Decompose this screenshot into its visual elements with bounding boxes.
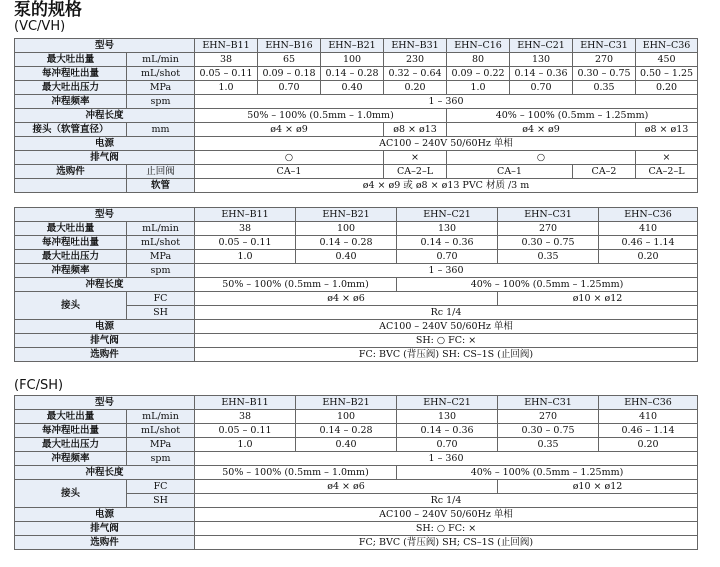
model-header: EHN–B11 [195, 39, 258, 53]
section-label-fc-sh: (FC/SH) [14, 378, 64, 393]
table-cell: 0.14 – 0.36 [397, 236, 498, 250]
table-cell: 0.20 [599, 438, 698, 452]
table-cell: SH: ○ FC: × [195, 522, 698, 536]
row-label: 最大吐出量 [15, 222, 127, 236]
table-cell: 0.09 – 0.18 [258, 67, 321, 81]
table-cell: 130 [397, 222, 498, 236]
table-cell: ø4 × ø9 [447, 123, 636, 137]
table-row [15, 109, 698, 123]
table-row [15, 292, 698, 306]
model-header: EHN–C31 [573, 39, 636, 53]
table-row [15, 39, 698, 53]
spec-table-2 [14, 207, 698, 362]
table-cell: 0.05 – 0.11 [195, 424, 296, 438]
table-cell: ø4 × ø6 [195, 292, 498, 306]
model-header: EHN–B21 [321, 39, 384, 53]
table-cell: CA–1 [447, 165, 573, 179]
table-row [15, 123, 698, 137]
row-sublabel: FC [127, 480, 195, 494]
table-cell: 40% – 100% (0.5mm – 1.25mm) [397, 278, 698, 292]
table-cell: 130 [397, 410, 498, 424]
row-label: 最大吐出量 [15, 53, 127, 67]
table-cell: 0.70 [397, 438, 498, 452]
table-cell: 0.14 – 0.28 [296, 236, 397, 250]
table-cell: ø4 × ø6 [195, 480, 498, 494]
table-cell: ø4 × ø9 或 ø8 × ø13 PVC 材质 /3 m [195, 179, 698, 193]
table-cell: ○ [195, 151, 384, 165]
table-cell: 50% – 100% (0.5mm – 1.0mm) [195, 466, 397, 480]
table-row [15, 81, 698, 95]
row-label: 接头 [15, 480, 127, 508]
table-row [15, 67, 698, 81]
table-cell: CA–2–L [384, 165, 447, 179]
row-unit: spm [127, 264, 195, 278]
model-header: EHN–C16 [447, 39, 510, 53]
table-cell: 0.14 – 0.28 [296, 424, 397, 438]
table-row [15, 250, 698, 264]
table-row [15, 264, 698, 278]
table-cell: 0.05 – 0.11 [195, 67, 258, 81]
row-label: 最大吐出压力 [15, 250, 127, 264]
row-label: 最大吐出压力 [15, 81, 127, 95]
table-cell: 38 [195, 410, 296, 424]
row-label: 冲程频率 [15, 452, 127, 466]
table-cell: 50% – 100% (0.5mm – 1.0mm) [195, 109, 447, 123]
model-header: EHN–C21 [397, 208, 498, 222]
table-cell: 0.70 [510, 81, 573, 95]
table-cell: 1.0 [195, 250, 296, 264]
row-unit: spm [127, 452, 195, 466]
table-row [15, 208, 698, 222]
table-cell: 40% – 100% (0.5mm – 1.25mm) [397, 466, 698, 480]
model-header: EHN–B31 [384, 39, 447, 53]
table-row [15, 452, 698, 466]
table-cell: 270 [498, 222, 599, 236]
table-cell: 1.0 [195, 81, 258, 95]
table-row [15, 165, 698, 179]
model-header: EHN–C36 [599, 208, 698, 222]
row-unit: mL/min [127, 410, 195, 424]
row-label: 每冲程吐出量 [15, 424, 127, 438]
table-cell: 38 [195, 53, 258, 67]
table-cell: 0.40 [321, 81, 384, 95]
table-cell: CA–2–L [636, 165, 698, 179]
table-cell: ○ [447, 151, 636, 165]
table-cell: ø8 × ø13 [384, 123, 447, 137]
row-label: 型号 [15, 208, 195, 222]
table-cell: 0.70 [258, 81, 321, 95]
row-label: 选购件 [15, 165, 127, 179]
table-cell: 0.32 – 0.64 [384, 67, 447, 81]
table-cell: 0.09 – 0.22 [447, 67, 510, 81]
table-cell: 0.14 – 0.28 [321, 67, 384, 81]
table-cell: 0.46 – 1.14 [599, 424, 698, 438]
table-cell: 1 – 360 [195, 452, 698, 466]
row-label: 最大吐出压力 [15, 438, 127, 452]
row-unit: mL/min [127, 222, 195, 236]
model-header: EHN–B11 [195, 396, 296, 410]
table-cell: 0.20 [599, 250, 698, 264]
row-label: 冲程长度 [15, 466, 195, 480]
table-row [15, 508, 698, 522]
row-unit: mL/shot [127, 236, 195, 250]
table-row [15, 396, 698, 410]
table-cell: 1 – 360 [195, 95, 698, 109]
table-cell: 0.30 – 0.75 [573, 67, 636, 81]
table-row [15, 466, 698, 480]
table-row [15, 236, 698, 250]
model-header: EHN–C36 [599, 396, 698, 410]
table-cell: 0.35 [498, 438, 599, 452]
table-cell: 65 [258, 53, 321, 67]
model-header: EHN–B21 [296, 208, 397, 222]
row-label: 接头（软管直径） [15, 123, 127, 137]
row-unit: MPa [127, 81, 195, 95]
table-cell: 0.30 – 0.75 [498, 236, 599, 250]
row-unit: mL/min [127, 53, 195, 67]
table-cell: 450 [636, 53, 698, 67]
table-cell: 0.35 [573, 81, 636, 95]
model-header: EHN–C31 [498, 208, 599, 222]
table-row [15, 334, 698, 348]
table-cell: 0.40 [296, 250, 397, 264]
row-unit: mL/shot [127, 67, 195, 81]
table-cell: 130 [510, 53, 573, 67]
table-cell: ø8 × ø13 [636, 123, 698, 137]
row-label: 排气阀 [15, 334, 195, 348]
table-row [15, 53, 698, 67]
table-row [15, 320, 698, 334]
section-label-vc-vh: (VC/VH) [14, 19, 66, 34]
table-row [15, 522, 698, 536]
row-label: 冲程频率 [15, 264, 127, 278]
table-cell: AC100 – 240V 50/60Hz 单相 [195, 508, 698, 522]
table-row [15, 348, 698, 362]
row-label: 每冲程吐出量 [15, 67, 127, 81]
row-sublabel: SH [127, 494, 195, 508]
row-label: 电源 [15, 508, 195, 522]
table-cell: FC: BVC (背压阀) SH: CS–1S (止回阀) [195, 348, 698, 362]
table-cell: 100 [321, 53, 384, 67]
table-cell: 410 [599, 222, 698, 236]
table-row [15, 438, 698, 452]
row-unit: mL/shot [127, 424, 195, 438]
row-label [15, 179, 127, 193]
row-unit: mm [127, 123, 195, 137]
table-cell: Rc 1/4 [195, 494, 698, 508]
table-cell: ø10 × ø12 [498, 292, 698, 306]
row-unit: spm [127, 95, 195, 109]
table-cell: 410 [599, 410, 698, 424]
row-label: 电源 [15, 137, 195, 151]
table-cell: 0.14 – 0.36 [397, 424, 498, 438]
table-cell: 0.50 – 1.25 [636, 67, 698, 81]
row-sublabel: FC [127, 292, 195, 306]
table-cell: 230 [384, 53, 447, 67]
table-row [15, 179, 698, 193]
table-row [15, 278, 698, 292]
model-header: EHN–B11 [195, 208, 296, 222]
table-cell: 80 [447, 53, 510, 67]
table-cell: SH: ○ FC: × [195, 334, 698, 348]
table-cell: AC100 – 240V 50/60Hz 单相 [195, 320, 698, 334]
table-row [15, 480, 698, 494]
table-cell: 1.0 [447, 81, 510, 95]
table-cell: 40% – 100% (0.5mm – 1.25mm) [447, 109, 698, 123]
table-cell: 0.20 [384, 81, 447, 95]
model-header: EHN–C21 [397, 396, 498, 410]
table-cell: ø4 × ø9 [195, 123, 384, 137]
row-label: 冲程长度 [15, 278, 195, 292]
table-cell: 0.40 [296, 438, 397, 452]
row-unit: MPa [127, 438, 195, 452]
row-label: 选购件 [15, 348, 195, 362]
table-row [15, 137, 698, 151]
row-label: 排气阀 [15, 522, 195, 536]
table-cell: 50% – 100% (0.5mm – 1.0mm) [195, 278, 397, 292]
table-cell: Rc 1/4 [195, 306, 698, 320]
table-cell: 38 [195, 222, 296, 236]
table-cell: 1 – 360 [195, 264, 698, 278]
row-unit: MPa [127, 250, 195, 264]
model-header: EHN–B16 [258, 39, 321, 53]
row-sublabel: 止回阀 [127, 165, 195, 179]
row-label: 型号 [15, 39, 195, 53]
table-cell: × [384, 151, 447, 165]
table-row [15, 410, 698, 424]
table-cell: 0.20 [636, 81, 698, 95]
spec-table-vc-vh [14, 38, 698, 193]
page-title: 泵的规格 [14, 0, 82, 20]
model-header: EHN–C21 [510, 39, 573, 53]
row-label: 冲程频率 [15, 95, 127, 109]
row-label: 排气阀 [15, 151, 195, 165]
table-cell: CA–2 [573, 165, 636, 179]
table-cell: AC100 – 240V 50/60Hz 单相 [195, 137, 698, 151]
table-cell: ø10 × ø12 [498, 480, 698, 494]
table-cell: × [636, 151, 698, 165]
table-cell: CA–1 [195, 165, 384, 179]
table-row [15, 424, 698, 438]
table-cell: 270 [498, 410, 599, 424]
table-cell: 0.35 [498, 250, 599, 264]
row-label: 选购件 [15, 536, 195, 550]
table-cell: 0.46 – 1.14 [599, 236, 698, 250]
table-cell: 100 [296, 222, 397, 236]
spec-table-fc-sh [14, 395, 698, 550]
table-cell: 0.70 [397, 250, 498, 264]
table-row [15, 151, 698, 165]
table-cell: 270 [573, 53, 636, 67]
row-label: 电源 [15, 320, 195, 334]
row-label: 型号 [15, 396, 195, 410]
table-cell: 0.14 – 0.36 [510, 67, 573, 81]
row-sublabel: 软管 [127, 179, 195, 193]
row-label: 冲程长度 [15, 109, 195, 123]
model-header: EHN–C31 [498, 396, 599, 410]
table-row [15, 536, 698, 550]
table-cell: 0.30 – 0.75 [498, 424, 599, 438]
table-cell: 0.05 – 0.11 [195, 236, 296, 250]
table-cell: FC; BVC (背压阀) SH; CS–1S (止回阀) [195, 536, 698, 550]
row-label: 接头 [15, 292, 127, 320]
table-row [15, 222, 698, 236]
row-label: 最大吐出量 [15, 410, 127, 424]
row-label: 每冲程吐出量 [15, 236, 127, 250]
model-header: EHN–B21 [296, 396, 397, 410]
table-cell: 1.0 [195, 438, 296, 452]
table-row [15, 95, 698, 109]
table-cell: 100 [296, 410, 397, 424]
row-sublabel: SH [127, 306, 195, 320]
model-header: EHN–C36 [636, 39, 698, 53]
